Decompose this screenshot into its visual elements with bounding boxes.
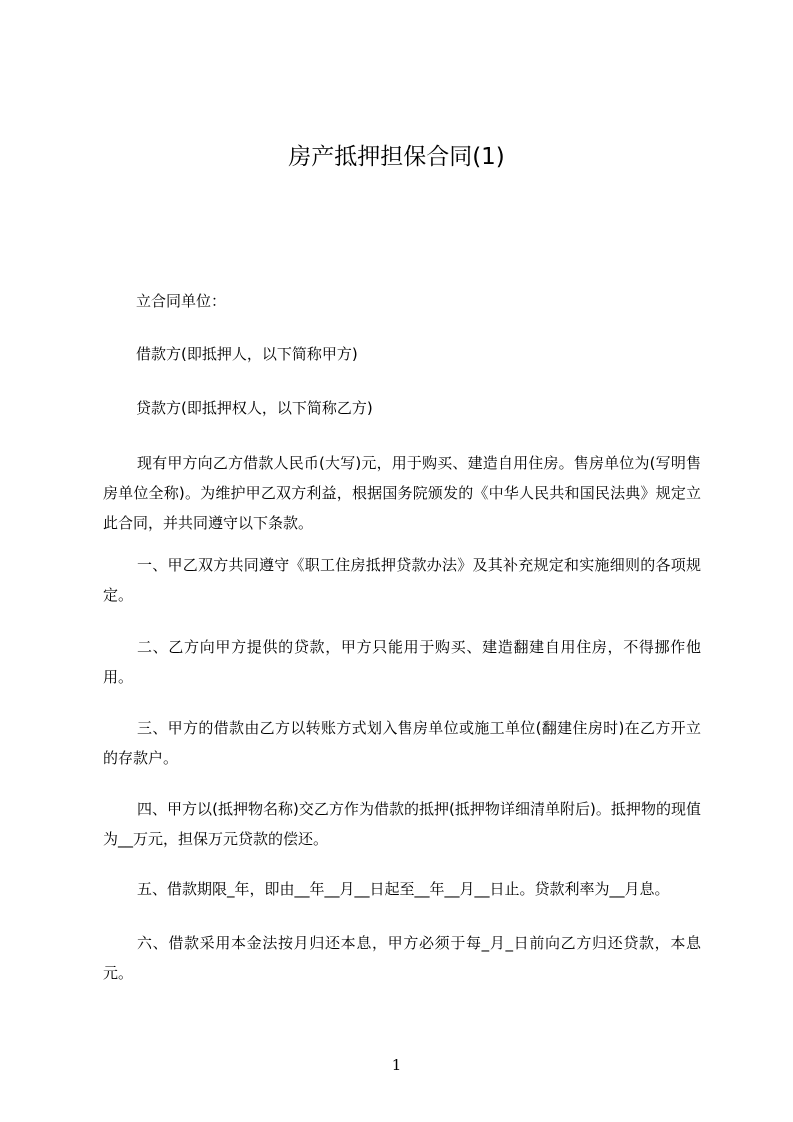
document-title: 房产抵押担保合同(1) [288, 144, 505, 170]
preamble-paragraph: 现有甲方向乙方借款人民币(大写)元，用于购买、建造自用住房。售房单位为(写明售房单位全称)。为维护甲乙双方利益，根据国务院颁发的《中华人民共和国民法典》规定立此合同，并共同遵守以下条款。 [103, 454, 701, 532]
page-number: 1 [391, 1056, 402, 1074]
clause-2: 二、乙方向甲方提供的贷款，甲方只能用于购买、建造翻建自用住房，不得挪作他用。 [103, 638, 701, 686]
lender-party: 贷款方(即抵押权人，以下简称乙方) [136, 399, 373, 417]
clause-5: 五、借款期限_年，即由__年__月__日起至__年__月__日止。贷款利率为__月息。 [137, 880, 670, 898]
borrower-party: 借款方(即抵押人，以下简称甲方) [136, 345, 358, 363]
parties-heading: 立合同单位： [136, 292, 227, 310]
clause-3: 三、甲方的借款由乙方以转账方式划入售房单位或施工单位(翻建住房时)在乙方开立的存款户。 [103, 719, 701, 767]
clause-4: 四、甲方以(抵押物名称)交乙方作为借款的抵押(抵押物详细清单附后)。抵押物的现值为__万元，担保万元贷款的偿还。 [103, 800, 701, 848]
clause-1: 一、甲乙双方共同遵守《职工住房抵押贷款办法》及其补充规定和实施细则的各项规定。 [103, 556, 701, 604]
clause-6: 六、借款采用本金法按月归还本息，甲方必须于每_月_日前向乙方归还贷款，本息元。 [103, 934, 701, 982]
